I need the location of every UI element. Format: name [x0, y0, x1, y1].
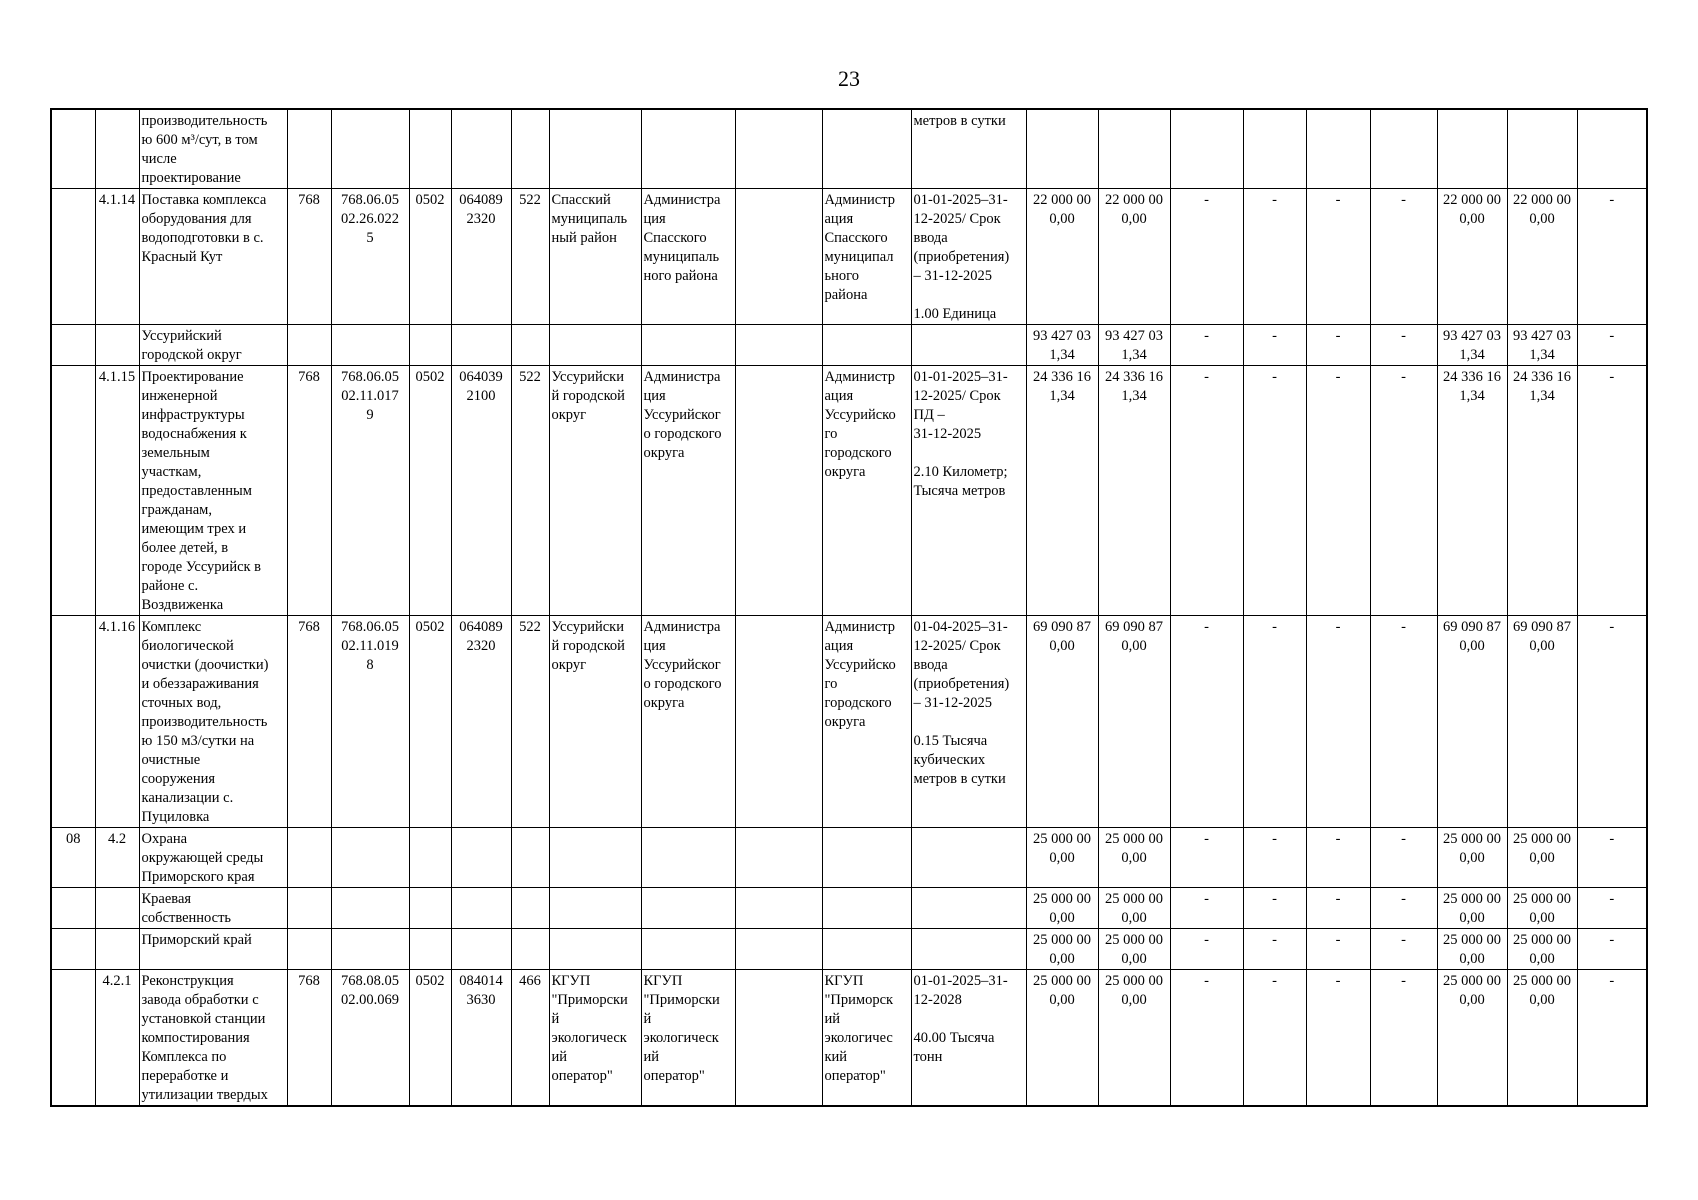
cell-col-18: - — [1306, 616, 1370, 828]
cell-col-11 — [735, 970, 822, 1107]
cell-csr — [451, 828, 511, 888]
cell-total-amount — [1026, 109, 1098, 189]
cell-col-17: - — [1243, 325, 1306, 366]
cell-customer — [822, 828, 911, 888]
cell-col-17: - — [1243, 970, 1306, 1107]
cell-code — [51, 189, 95, 325]
cell-csr — [451, 929, 511, 970]
cell-recipient: Администра ция Уссурийског о городского округа — [641, 616, 735, 828]
cell-col-11 — [735, 929, 822, 970]
cell-customer: КГУП "Приморск ий экологичес кий оператор" — [822, 970, 911, 1107]
cell-year-federal — [1507, 109, 1577, 189]
cell-name: производительность ю 600 м³/сут, в том числе проектирование — [139, 109, 287, 189]
cell-customer — [822, 929, 911, 970]
cell-year-amount: 25 000 00 0,00 — [1437, 828, 1507, 888]
cell-item-number: 4.2.1 — [95, 970, 139, 1107]
cell-col-22: - — [1577, 888, 1647, 929]
table-row — [51, 325, 1647, 366]
cell-period-result: 01-01-2025–31- 12-2028 40.00 Тысяча тонн — [911, 970, 1026, 1107]
cell-col-16: - — [1170, 828, 1243, 888]
cell-col-11 — [735, 828, 822, 888]
cell-grbs: 768 — [287, 189, 331, 325]
cell-federal-budget: 24 336 16 1,34 — [1098, 366, 1170, 616]
cell-code: 08 — [51, 828, 95, 888]
cell-vr — [511, 325, 549, 366]
cell-recipient — [641, 929, 735, 970]
cell-code — [51, 888, 95, 929]
cell-total-amount: 24 336 16 1,34 — [1026, 366, 1098, 616]
cell-col-17: - — [1243, 366, 1306, 616]
cell-section: 0502 — [409, 366, 451, 616]
table-row — [51, 970, 1647, 1107]
cell-vr: 466 — [511, 970, 549, 1107]
cell-col-17: - — [1243, 929, 1306, 970]
cell-col-17: - — [1243, 616, 1306, 828]
cell-federal-budget: 25 000 00 0,00 — [1098, 828, 1170, 888]
cell-recipient: Администра ция Уссурийског о городского округа — [641, 366, 735, 616]
cell-name: Охрана окружающей среды Приморского края — [139, 828, 287, 888]
cell-col-22: - — [1577, 929, 1647, 970]
cell-col-17: - — [1243, 888, 1306, 929]
cell-item-number: 4.1.14 — [95, 189, 139, 325]
cell-year-federal: 24 336 16 1,34 — [1507, 366, 1577, 616]
cell-period-result — [911, 888, 1026, 929]
cell-target-article: 768.06.05 02.26.022 5 — [331, 189, 409, 325]
cell-name: Уссурийский городской округ — [139, 325, 287, 366]
cell-col-11 — [735, 366, 822, 616]
cell-col-19: - — [1370, 616, 1437, 828]
cell-csr: 064089 2320 — [451, 189, 511, 325]
cell-col-18: - — [1306, 888, 1370, 929]
cell-target-article — [331, 828, 409, 888]
cell-year-federal: 69 090 87 0,00 — [1507, 616, 1577, 828]
cell-csr — [451, 109, 511, 189]
cell-year-amount: 22 000 00 0,00 — [1437, 189, 1507, 325]
cell-col-11 — [735, 888, 822, 929]
cell-grbs: 768 — [287, 616, 331, 828]
cell-item-number — [95, 325, 139, 366]
cell-col-19: - — [1370, 929, 1437, 970]
cell-total-amount: 93 427 03 1,34 — [1026, 325, 1098, 366]
table-row — [51, 616, 1647, 828]
cell-federal-budget: 25 000 00 0,00 — [1098, 929, 1170, 970]
cell-col-19: - — [1370, 828, 1437, 888]
cell-municipality — [549, 109, 641, 189]
cell-target-article — [331, 929, 409, 970]
cell-col-16: - — [1170, 970, 1243, 1107]
cell-year-amount: 25 000 00 0,00 — [1437, 888, 1507, 929]
cell-customer: Администр ация Спасского муниципал ьного района — [822, 189, 911, 325]
cell-target-article — [331, 325, 409, 366]
cell-municipality: Уссурийски й городской округ — [549, 366, 641, 616]
cell-target-article — [331, 109, 409, 189]
cell-code — [51, 970, 95, 1107]
cell-col-22: - — [1577, 616, 1647, 828]
cell-total-amount: 25 000 00 0,00 — [1026, 929, 1098, 970]
cell-target-article: 768.08.05 02.00.069 — [331, 970, 409, 1107]
cell-year-amount: 93 427 03 1,34 — [1437, 325, 1507, 366]
cell-code — [51, 109, 95, 189]
cell-recipient: Администра ция Спасского муниципаль ного района — [641, 189, 735, 325]
cell-col-18: - — [1306, 929, 1370, 970]
cell-col-18: - — [1306, 366, 1370, 616]
cell-col-19 — [1370, 109, 1437, 189]
cell-col-19: - — [1370, 366, 1437, 616]
cell-total-amount: 25 000 00 0,00 — [1026, 888, 1098, 929]
cell-name: Комплекс биологической очистки (доочистки) и обеззараживания сточных вод, производительность ю 150 м3/сутки на очистные сооружения канализации с. Пуциловка — [139, 616, 287, 828]
cell-col-16: - — [1170, 325, 1243, 366]
cell-customer: Администр ация Уссурийско го городского округа — [822, 366, 911, 616]
cell-year-amount: 25 000 00 0,00 — [1437, 929, 1507, 970]
cell-year-federal: 25 000 00 0,00 — [1507, 828, 1577, 888]
cell-period-result — [911, 929, 1026, 970]
cell-period-result: метров в сутки — [911, 109, 1026, 189]
cell-vr: 522 — [511, 616, 549, 828]
cell-municipality: Уссурийски й городской округ — [549, 616, 641, 828]
cell-customer: Администр ация Уссурийско го городского округа — [822, 616, 911, 828]
cell-federal-budget: 93 427 03 1,34 — [1098, 325, 1170, 366]
cell-customer — [822, 109, 911, 189]
cell-grbs — [287, 109, 331, 189]
cell-grbs — [287, 929, 331, 970]
cell-csr: 064089 2320 — [451, 616, 511, 828]
cell-name: Поставка комплекса оборудования для водоподготовки в с. Красный Кут — [139, 189, 287, 325]
cell-col-11 — [735, 325, 822, 366]
cell-csr: 084014 3630 — [451, 970, 511, 1107]
cell-section: 0502 — [409, 616, 451, 828]
cell-recipient — [641, 325, 735, 366]
cell-municipality: КГУП "Приморски й экологическ ий оператор" — [549, 970, 641, 1107]
cell-csr — [451, 325, 511, 366]
cell-col-22: - — [1577, 828, 1647, 888]
page-number: 23 — [838, 66, 860, 91]
cell-period-result: 01-01-2025–31- 12-2025/ Срок ПД – 31-12-2025 2.10 Километр; Тысяча метров — [911, 366, 1026, 616]
table-row — [51, 828, 1647, 888]
cell-col-19: - — [1370, 189, 1437, 325]
cell-recipient: КГУП "Приморски й экологическ ий оператор" — [641, 970, 735, 1107]
cell-col-18: - — [1306, 828, 1370, 888]
cell-period-result: 01-04-2025–31- 12-2025/ Срок ввода (приобретения) – 31-12-2025 0.15 Тысяча кубических метров в сутки — [911, 616, 1026, 828]
table-row — [51, 366, 1647, 616]
table-row — [51, 929, 1647, 970]
cell-col-19: - — [1370, 970, 1437, 1107]
cell-section: 0502 — [409, 189, 451, 325]
cell-total-amount: 69 090 87 0,00 — [1026, 616, 1098, 828]
cell-grbs — [287, 325, 331, 366]
cell-target-article: 768.06.05 02.11.017 9 — [331, 366, 409, 616]
table-row — [51, 109, 1647, 189]
cell-name: Приморский край — [139, 929, 287, 970]
cell-year-amount: 25 000 00 0,00 — [1437, 970, 1507, 1107]
cell-federal-budget — [1098, 109, 1170, 189]
cell-year-federal: 93 427 03 1,34 — [1507, 325, 1577, 366]
cell-total-amount: 25 000 00 0,00 — [1026, 970, 1098, 1107]
cell-code — [51, 366, 95, 616]
cell-recipient — [641, 888, 735, 929]
table-row — [51, 189, 1647, 325]
cell-csr — [451, 888, 511, 929]
cell-section — [409, 888, 451, 929]
cell-col-19: - — [1370, 325, 1437, 366]
cell-section — [409, 109, 451, 189]
cell-year-federal: 25 000 00 0,00 — [1507, 970, 1577, 1107]
cell-municipality — [549, 929, 641, 970]
cell-total-amount: 22 000 00 0,00 — [1026, 189, 1098, 325]
cell-item-number: 4.2 — [95, 828, 139, 888]
cell-federal-budget: 25 000 00 0,00 — [1098, 970, 1170, 1107]
cell-section — [409, 929, 451, 970]
cell-col-19: - — [1370, 888, 1437, 929]
cell-year-amount: 24 336 16 1,34 — [1437, 366, 1507, 616]
cell-municipality — [549, 325, 641, 366]
cell-item-number: 4.1.15 — [95, 366, 139, 616]
cell-col-18 — [1306, 109, 1370, 189]
cell-col-17: - — [1243, 828, 1306, 888]
cell-federal-budget: 22 000 00 0,00 — [1098, 189, 1170, 325]
cell-year-federal: 25 000 00 0,00 — [1507, 888, 1577, 929]
cell-section — [409, 828, 451, 888]
cell-period-result — [911, 828, 1026, 888]
cell-year-federal: 25 000 00 0,00 — [1507, 929, 1577, 970]
cell-year-amount — [1437, 109, 1507, 189]
cell-item-number — [95, 929, 139, 970]
cell-section — [409, 325, 451, 366]
cell-item-number — [95, 888, 139, 929]
cell-code — [51, 929, 95, 970]
cell-year-amount: 69 090 87 0,00 — [1437, 616, 1507, 828]
cell-col-17 — [1243, 109, 1306, 189]
cell-grbs: 768 — [287, 366, 331, 616]
cell-grbs: 768 — [287, 970, 331, 1107]
cell-municipality — [549, 888, 641, 929]
cell-col-16: - — [1170, 929, 1243, 970]
cell-vr — [511, 888, 549, 929]
cell-col-16: - — [1170, 888, 1243, 929]
cell-grbs — [287, 828, 331, 888]
cell-col-11 — [735, 109, 822, 189]
cell-item-number: 4.1.16 — [95, 616, 139, 828]
cell-municipality — [549, 828, 641, 888]
cell-vr: 522 — [511, 189, 549, 325]
cell-code — [51, 325, 95, 366]
cell-name: Реконструкция завода обработки с установкой станции компостирования Комплекса по переработке и утилизации твердых — [139, 970, 287, 1107]
cell-grbs — [287, 888, 331, 929]
cell-col-17: - — [1243, 189, 1306, 325]
cell-col-16: - — [1170, 366, 1243, 616]
cell-vr — [511, 929, 549, 970]
cell-vr: 522 — [511, 366, 549, 616]
cell-vr — [511, 109, 549, 189]
cell-col-16: - — [1170, 189, 1243, 325]
cell-col-16: - — [1170, 616, 1243, 828]
cell-federal-budget: 25 000 00 0,00 — [1098, 888, 1170, 929]
budget-table — [50, 108, 1648, 1107]
cell-item-number — [95, 109, 139, 189]
cell-section: 0502 — [409, 970, 451, 1107]
cell-customer — [822, 888, 911, 929]
cell-col-22 — [1577, 109, 1647, 189]
cell-vr — [511, 828, 549, 888]
cell-federal-budget: 69 090 87 0,00 — [1098, 616, 1170, 828]
table-row — [51, 888, 1647, 929]
cell-target-article: 768.06.05 02.11.019 8 — [331, 616, 409, 828]
cell-col-11 — [735, 616, 822, 828]
cell-col-18: - — [1306, 325, 1370, 366]
cell-total-amount: 25 000 00 0,00 — [1026, 828, 1098, 888]
cell-col-18: - — [1306, 189, 1370, 325]
cell-recipient — [641, 828, 735, 888]
cell-col-11 — [735, 189, 822, 325]
cell-name: Проектирование инженерной инфраструктуры водоснабжения к земельным участкам, предоставленным гражданам, имеющим трех и более детей, в городе Уссурийск в районе с. Воздвиженка — [139, 366, 287, 616]
cell-period-result — [911, 325, 1026, 366]
cell-col-22: - — [1577, 366, 1647, 616]
cell-col-16 — [1170, 109, 1243, 189]
cell-municipality: Спасский муниципаль ный район — [549, 189, 641, 325]
cell-csr: 064039 2100 — [451, 366, 511, 616]
cell-code — [51, 616, 95, 828]
cell-col-22: - — [1577, 189, 1647, 325]
cell-period-result: 01-01-2025–31- 12-2025/ Срок ввода (приобретения) – 31-12-2025 1.00 Единица — [911, 189, 1026, 325]
cell-col-18: - — [1306, 970, 1370, 1107]
cell-recipient — [641, 109, 735, 189]
cell-col-22: - — [1577, 970, 1647, 1107]
cell-customer — [822, 325, 911, 366]
cell-col-22: - — [1577, 325, 1647, 366]
cell-target-article — [331, 888, 409, 929]
cell-year-federal: 22 000 00 0,00 — [1507, 189, 1577, 325]
cell-name: Краевая собственность — [139, 888, 287, 929]
